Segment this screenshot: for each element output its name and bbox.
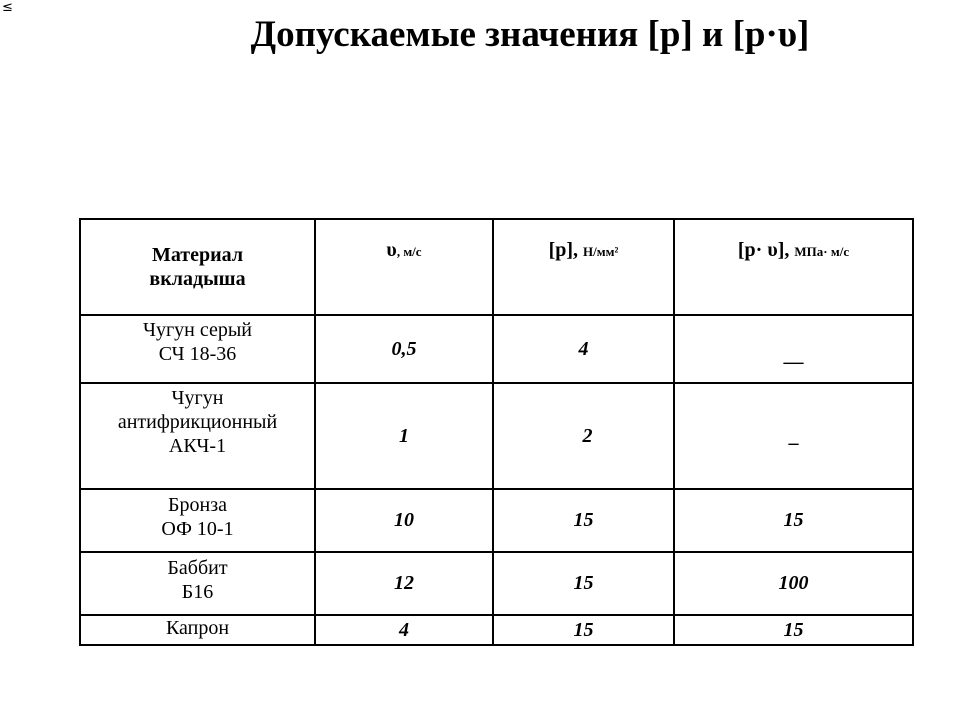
material-cell bbox=[80, 552, 315, 615]
pv-cell: – bbox=[674, 383, 913, 489]
material-line: СЧ 18-36 bbox=[158, 343, 237, 365]
pressure-cell: 15 bbox=[493, 615, 674, 645]
table-row bbox=[80, 383, 913, 489]
material-line: ОФ 10-1 bbox=[161, 518, 234, 540]
material-line: Чугун bbox=[171, 387, 224, 409]
page-title: Допускаемые значения [p] и [p·υ] bbox=[250, 14, 810, 55]
pv-cell: 100 bbox=[674, 552, 913, 615]
pv-cell: — bbox=[674, 315, 913, 383]
material-line: антифрикционный bbox=[117, 411, 278, 433]
table-row bbox=[80, 315, 913, 383]
pressure-cell: 15 bbox=[493, 552, 674, 615]
material-cell bbox=[80, 383, 315, 489]
velocity-cell: 4 bbox=[315, 615, 493, 645]
header-pressure-unit: Н/мм² bbox=[583, 244, 619, 259]
material-cell bbox=[80, 489, 315, 552]
material-cell bbox=[80, 615, 315, 645]
velocity-cell: 1 bbox=[315, 383, 493, 489]
header-material-line2: вкладыша bbox=[149, 268, 246, 290]
material-cell bbox=[80, 315, 315, 383]
header-pv bbox=[674, 219, 913, 315]
header-material bbox=[80, 219, 315, 315]
pressure-cell: 2 bbox=[493, 383, 674, 489]
pv-cell: 15 bbox=[674, 615, 913, 645]
velocity-cell: 0,5 bbox=[315, 315, 493, 383]
material-line: Баббит bbox=[167, 557, 228, 579]
pressure-cell: 15 bbox=[493, 489, 674, 552]
material-line: Б16 bbox=[181, 581, 214, 603]
corner-symbol: ≤ bbox=[2, 0, 13, 15]
header-material-line1: Материал bbox=[151, 244, 244, 266]
header-pv-symbol: [p· υ], bbox=[737, 239, 795, 261]
header-velocity bbox=[315, 219, 493, 315]
header-pv-unit: МПа· м/с bbox=[794, 244, 850, 259]
material-line: АКЧ-1 bbox=[168, 435, 227, 457]
table-header-row bbox=[80, 219, 913, 315]
table-row bbox=[80, 489, 913, 552]
header-velocity-unit: , м/с bbox=[396, 244, 422, 259]
velocity-cell: 12 bbox=[315, 552, 493, 615]
header-pressure-symbol: [p], bbox=[548, 239, 584, 261]
material-line: Капрон bbox=[165, 617, 230, 639]
material-line: Бронза bbox=[168, 494, 227, 516]
header-pressure bbox=[493, 219, 674, 315]
table-row bbox=[80, 552, 913, 615]
material-line: Чугун серый bbox=[142, 319, 253, 341]
header-velocity-symbol: υ bbox=[386, 239, 397, 261]
allowable-values-table bbox=[79, 218, 914, 646]
pressure-cell: 4 bbox=[493, 315, 674, 383]
velocity-cell: 10 bbox=[315, 489, 493, 552]
table-row bbox=[80, 615, 913, 645]
pv-cell: 15 bbox=[674, 489, 913, 552]
